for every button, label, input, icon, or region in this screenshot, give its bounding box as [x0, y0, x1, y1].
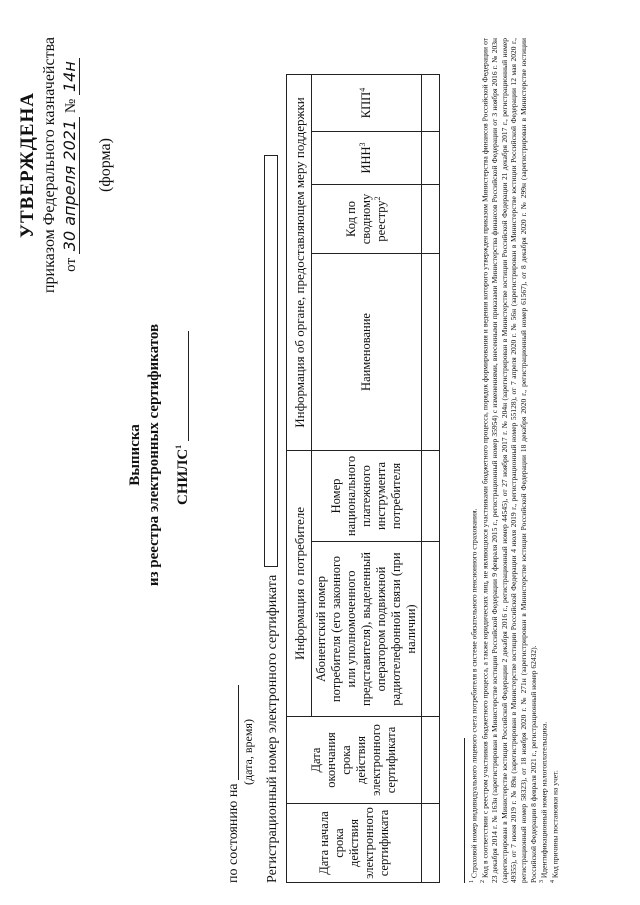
header-code [312, 185, 422, 254]
footnote-1: $^1$ Страховой номер индивидуального лицевого счета потребителя в системе обязательного пенсионного страхования. [469, 508, 479, 883]
as-of-label: по состоянию на [226, 783, 241, 883]
empty-cell [422, 75, 440, 132]
table-header-row-1 [287, 75, 312, 883]
footnote-2: $^2$ Код в соответствии с реестром участников бюджетного процесса, а также юридических лиц, не являющихся участниками бюджетного процесса, порядок формирования и ведения которого утвержден приказом Министерства финансов Российской Федерации от 23 декабря 2014 г. № 163н (зарегистрирован в Министерстве юстиции Российской Федерации 9 февраля 2015 г., регистрационный номер 35954) с изменениями, внесенными приказами Министерства финансов Российской Федерации от 3 ноября 2016 г. № 203н (зарегистрирован в Министерстве юстиции Российской Федерации 2 декабря 2016 г., регистрационный номер 44545), от 27 ноября 2017 г. № 204н (зарегистрирован в Министерстве юстиции Российской Федерации 21 декабря 2017 г., регистрационный номер 49355), от 7 июня 2019 г. № 89н (зарегистрирован в Министерстве юстиции Российской Федерации 4 июля 2019 г., регистрационный номер 55128), от 7 апреля 2020 г. № 56н (зарегистрирован в Министерстве юстиции Российской Федерации 12 мая 2020 г., регистрационный номер 58323), от 18 ноября 2020 г. № 271н (зарегистрирован в Министерстве юстиции Российской Федерации 18 декабря 2020 г., регистрационный номер 61567), от 8 декабря 2020 г. № 299н (зарегистрирован в Министерстве юстиции Российской Федерации 8 февраля 2021 г., регистрационный номер 62432). [480, 38, 538, 883]
header-name: Наименование [312, 254, 422, 451]
header-inn-text: ИНН [359, 146, 373, 174]
as-of-blank-line [238, 685, 239, 780]
footnote-3-text: Идентификационный номер налогоплательщика. [539, 721, 549, 879]
footnote-3: $^3$ Идентификационный номер налогоплательщика. [539, 721, 549, 883]
title-line-2: из реестра электронных сертификатов [146, 323, 162, 587]
code-footnote-ref: 2 [372, 196, 382, 201]
approval-block [16, 15, 115, 315]
empty-cell [422, 717, 440, 804]
snils-blank-line [188, 331, 189, 441]
inn-footnote-ref: 3 [357, 142, 367, 147]
footnote-2-text: Код в соответствии с реестром участников бюджетного процесса, а также юридических лиц, не являющихся участниками бюджетного процесса, порядок формирования и ведения которого утвержден приказом Министерства финансов Российской Федерации от 23 декабря 2014 г. № 163н (зарегистрирован в Министерстве юстиции Российской Федерации 9 февраля 2015 г., регистрационный номер 35954) с изменениями, внесенными приказами Министерства финансов Российской Федерации от 3 ноября 2016 г. № 203н (зарегистрирован в Министерстве юстиции Российской Федерации 2 декабря 2016 г., регистрационный номер 44545), от 27 ноября 2017 г. № 204н (зарегистрирован в Министерстве юстиции Российской Федерации 21 декабря 2017 г., регистрационный номер 49355), от 7 июня 2019 г. № 89н (зарегистрирован в Министерстве юстиции Российской Федерации 4 июля 2019 г., регистрационный номер 55128), от 7 апреля 2020 г. № 56н (зарегистрирован в Министерстве юстиции Российской Федерации 12 мая 2020 г., регистрационный номер 58323), от 18 ноября 2020 г. № 271н (зарегистрирован в Министерстве юстиции Российской Федерации 18 декабря 2020 г., регистрационный номер 61567), от 8 декабря 2020 г. № 299н (зарегистрирован в Министерстве юстиции Российской Федерации 8 февраля 2021 г., регистрационный номер 62432). [480, 38, 538, 883]
empty-cell [422, 254, 440, 451]
header-agency-group: Информация об органе, предоставляющем меру поддержки [287, 75, 312, 451]
document-title [126, 155, 164, 755]
snils-footnote-ref: 1 [174, 444, 183, 449]
empty-cell [422, 542, 440, 717]
approval-order: приказом Федерального казначейства [41, 36, 58, 294]
footnote-4-text: Код причины постановки на учет. [550, 770, 560, 879]
empty-cell [422, 185, 440, 254]
header-consumer-group: Информация о потребителе [287, 451, 312, 717]
header-end-date: Дата окончания срока действия электронного сертификата [287, 717, 422, 804]
number-prefix: № [63, 98, 79, 114]
empty-cell [422, 804, 440, 883]
form-label: (форма) [97, 138, 114, 192]
table-empty-row [422, 75, 440, 883]
handwritten-number: 14н [60, 58, 80, 95]
reg-number-label: Регистрационный номер электронного сертификата [265, 574, 280, 883]
header-code-text: Код по сводному реестру [344, 193, 388, 245]
header-phone: Абонентский номер потребителя (его законного или уполномоченного представителя), выделенный оператором подвижной радиотелефонной связи (при наличии) [312, 542, 422, 717]
footnote-4: $^4$ Код причины постановки на учет. [550, 770, 560, 883]
snils-field [175, 331, 192, 505]
snils-label: СНИЛС [175, 448, 191, 505]
certificate-table [286, 74, 440, 883]
reg-number-field [264, 155, 281, 883]
kpp-footnote-ref: 4 [357, 87, 367, 92]
title-line-1: Выписка [127, 424, 143, 486]
date-prefix: от [63, 257, 79, 272]
approval-date-line [60, 15, 81, 315]
approval-title: УТВЕРЖДЕНА [17, 92, 38, 238]
empty-cell [422, 451, 440, 542]
header-card: Номер национального платежного инструмента потребителя [312, 451, 422, 542]
empty-cell [422, 132, 440, 185]
header-kpp [312, 75, 422, 132]
footnote-divider [464, 738, 465, 883]
header-kpp-text: КПП [359, 91, 373, 119]
as-of-field [226, 685, 242, 883]
header-start-date: Дата начала срока действия электронного сертификата [287, 804, 422, 883]
reg-number-box [264, 155, 278, 567]
handwritten-date: 30 апреля 2021 [60, 117, 80, 254]
header-inn [312, 132, 422, 185]
footnote-1-text: Страховой номер индивидуального лицевого счета потребителя в системе обязательного пенсионного страхования. [469, 508, 479, 879]
as-of-sublabel: (дата, время) [241, 719, 255, 785]
footnotes [468, 38, 560, 883]
